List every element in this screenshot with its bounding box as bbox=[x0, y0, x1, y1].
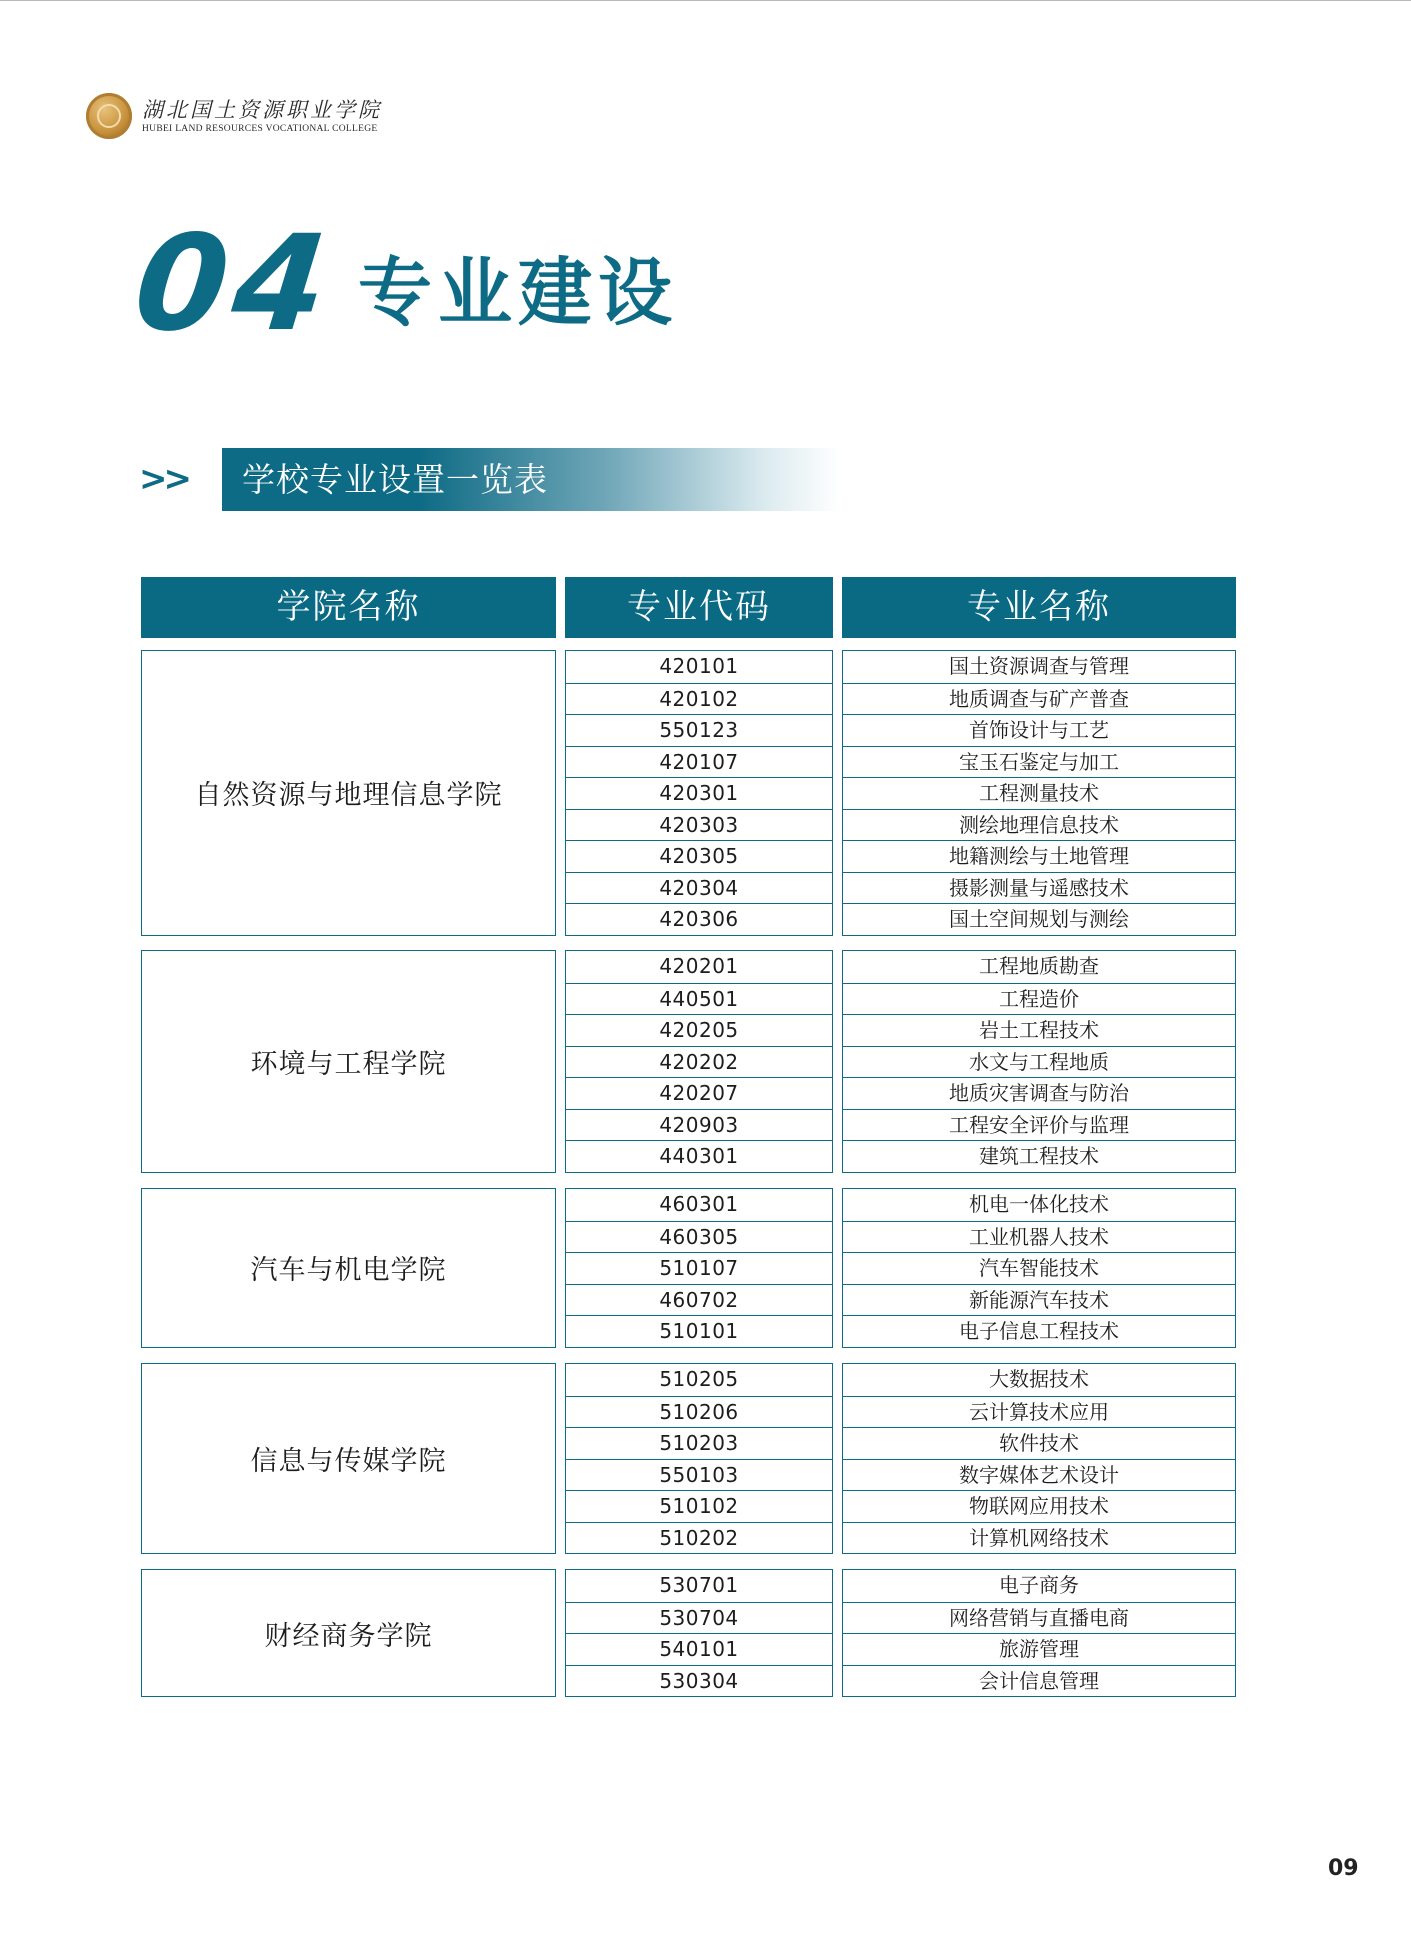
name-column bbox=[842, 1363, 1236, 1554]
program-name-cell: 云计算技术应用 bbox=[843, 1396, 1235, 1428]
program-name-cell: 机电一体化技术 bbox=[969, 1192, 1109, 1216]
program-name-cell: 新能源汽车技术 bbox=[843, 1284, 1235, 1316]
college-name-cell: 财经商务学院 bbox=[141, 1569, 556, 1697]
program-code-cell: 540101 bbox=[566, 1633, 832, 1665]
program-name-cell: 工业机器人技术 bbox=[843, 1221, 1235, 1253]
program-name-cell: 电子商务 bbox=[999, 1573, 1079, 1597]
header-name: 专业名称 bbox=[842, 577, 1236, 638]
program-name-cell: 工程地质勘查 bbox=[979, 954, 1099, 978]
program-name-cell: 物联网应用技术 bbox=[843, 1490, 1235, 1522]
program-code-cell: 550103 bbox=[566, 1459, 832, 1491]
code-column bbox=[565, 1363, 833, 1554]
program-name-cell: 会计信息管理 bbox=[843, 1665, 1235, 1697]
program-name-cell: 旅游管理 bbox=[843, 1633, 1235, 1665]
program-code-cell: 510101 bbox=[566, 1315, 832, 1347]
program-code-cell: 420305 bbox=[566, 840, 832, 872]
program-code-cell: 510102 bbox=[566, 1490, 832, 1522]
program-name-cell: 电子信息工程技术 bbox=[843, 1315, 1235, 1347]
college-group bbox=[141, 1188, 1236, 1348]
program-name-cell: 岩土工程技术 bbox=[843, 1014, 1235, 1046]
program-name-cell: 工程安全评价与监理 bbox=[843, 1109, 1235, 1141]
program-code-cell: 420205 bbox=[566, 1014, 832, 1046]
program-code-cell: 420207 bbox=[566, 1077, 832, 1109]
program-code-cell: 420301 bbox=[566, 777, 832, 809]
subheading-title: 学校专业设置一览表 bbox=[242, 460, 548, 499]
college-seal-icon bbox=[86, 93, 132, 139]
section-title: 专业建设 bbox=[358, 250, 678, 336]
college-group bbox=[141, 650, 1236, 936]
college-name-cell: 自然资源与地理信息学院 bbox=[141, 650, 556, 936]
program-name-cell: 地质调查与矿产普查 bbox=[843, 683, 1235, 715]
program-code-cell: 420903 bbox=[566, 1109, 832, 1141]
program-name-cell: 摄影测量与遥感技术 bbox=[843, 872, 1235, 904]
double-chevron-icon: >> bbox=[139, 459, 188, 499]
page-number: 09 bbox=[1328, 1856, 1359, 1881]
program-code-cell: 420102 bbox=[566, 683, 832, 715]
program-code-cell: 420101 bbox=[659, 654, 739, 678]
program-name-cell: 国土空间规划与测绘 bbox=[843, 903, 1235, 935]
top-rule bbox=[0, 0, 1411, 1]
program-code-cell: 420303 bbox=[566, 809, 832, 841]
name-column bbox=[842, 1569, 1236, 1697]
program-code-cell: 420107 bbox=[566, 746, 832, 778]
logo-english-name: HUBEI LAND RESOURCES VOCATIONAL COLLEGE bbox=[142, 124, 378, 134]
code-column bbox=[565, 1569, 833, 1697]
name-column bbox=[842, 950, 1236, 1173]
logo-text bbox=[142, 97, 382, 135]
program-name-cell: 建筑工程技术 bbox=[843, 1140, 1235, 1172]
program-name-cell: 地质灾害调查与防治 bbox=[843, 1077, 1235, 1109]
code-column bbox=[565, 650, 833, 936]
college-group bbox=[141, 1363, 1236, 1554]
program-code-cell: 510205 bbox=[659, 1367, 739, 1391]
college-group bbox=[141, 950, 1236, 1173]
program-code-cell: 530704 bbox=[566, 1602, 832, 1634]
program-code-cell: 420304 bbox=[566, 872, 832, 904]
program-code-cell: 420202 bbox=[566, 1046, 832, 1078]
college-logo bbox=[86, 93, 382, 139]
program-code-cell: 420306 bbox=[566, 903, 832, 935]
program-name-cell: 大数据技术 bbox=[989, 1367, 1089, 1391]
college-group bbox=[141, 1569, 1236, 1697]
program-name-cell: 工程测量技术 bbox=[843, 777, 1235, 809]
program-code-cell: 550123 bbox=[566, 714, 832, 746]
program-code-cell: 530701 bbox=[659, 1573, 739, 1597]
name-column bbox=[842, 650, 1236, 936]
subheading-bar bbox=[222, 448, 840, 511]
program-code-cell: 440301 bbox=[566, 1140, 832, 1172]
program-code-cell: 460702 bbox=[566, 1284, 832, 1316]
header-code: 专业代码 bbox=[565, 577, 833, 638]
program-code-cell: 510206 bbox=[566, 1396, 832, 1428]
code-column bbox=[565, 950, 833, 1173]
college-name-cell: 信息与传媒学院 bbox=[141, 1363, 556, 1554]
college-name-cell: 汽车与机电学院 bbox=[141, 1188, 556, 1348]
program-name-cell: 数字媒体艺术设计 bbox=[843, 1459, 1235, 1491]
program-code-cell: 510202 bbox=[566, 1522, 832, 1554]
program-name-cell: 测绘地理信息技术 bbox=[843, 809, 1235, 841]
program-code-cell: 440501 bbox=[566, 983, 832, 1015]
program-code-cell: 420201 bbox=[659, 954, 739, 978]
program-name-cell: 宝玉石鉴定与加工 bbox=[843, 746, 1235, 778]
program-name-cell: 计算机网络技术 bbox=[843, 1522, 1235, 1554]
program-code-cell: 460301 bbox=[659, 1192, 739, 1216]
college-name-cell: 环境与工程学院 bbox=[141, 950, 556, 1173]
program-code-cell: 460305 bbox=[566, 1221, 832, 1253]
program-name-cell: 汽车智能技术 bbox=[843, 1252, 1235, 1284]
program-name-cell: 工程造价 bbox=[843, 983, 1235, 1015]
program-name-cell: 软件技术 bbox=[843, 1427, 1235, 1459]
program-name-cell: 网络营销与直播电商 bbox=[843, 1602, 1235, 1634]
section-number: 04 bbox=[127, 207, 340, 361]
program-name-cell: 地籍测绘与土地管理 bbox=[843, 840, 1235, 872]
program-name-cell: 水文与工程地质 bbox=[843, 1046, 1235, 1078]
program-name-cell: 首饰设计与工艺 bbox=[843, 714, 1235, 746]
code-column bbox=[565, 1188, 833, 1348]
logo-chinese-name: 湖北国土资源职业学院 bbox=[142, 98, 382, 122]
program-name-cell: 国土资源调查与管理 bbox=[949, 654, 1129, 678]
program-code-cell: 510203 bbox=[566, 1427, 832, 1459]
header-college: 学院名称 bbox=[141, 577, 556, 638]
program-code-cell: 530304 bbox=[566, 1665, 832, 1697]
program-code-cell: 510107 bbox=[566, 1252, 832, 1284]
name-column bbox=[842, 1188, 1236, 1348]
